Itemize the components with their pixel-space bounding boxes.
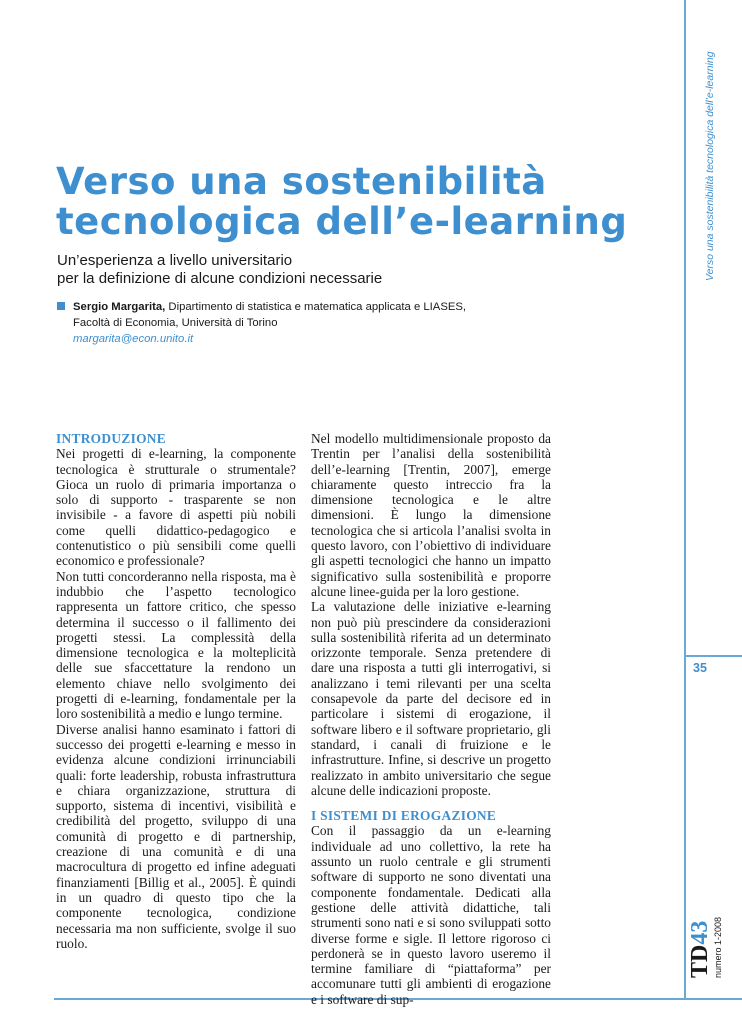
logo-td: TD [687, 944, 713, 978]
page-number: 35 [693, 661, 707, 675]
author-affiliation-line-2: Facoltà di Economia, Università di Torino [73, 317, 278, 329]
running-head: Verso una sostenibilità tecnologica dell’e-learning [704, 51, 716, 281]
author-name: Sergio Margarita, [73, 301, 166, 313]
paragraph: Nei progetti di e-learning, la componente tecnologica è strutturale o strumentale? Gioca un ruolo di primaria importanza o solo di supporto - trasparente se non invisibile - a favore di aspetti più nobili come quelli didattico-pedagogico e contenutistico o più sensibili come quelli economico e professionale? [56, 446, 296, 569]
issue-number: numero 1-2008 [713, 916, 723, 978]
logo-number: 43 [687, 920, 713, 945]
article-subtitle [57, 252, 657, 288]
page-number-rule [686, 655, 742, 657]
text-column-right [311, 431, 551, 1007]
square-bullet-icon [57, 302, 65, 310]
paragraph: Diverse analisi hanno esaminato i fattori di successo dei progetti e-learning e messo in evidenza alcune condizioni irrinunciabili quali: forte leadership, robusta infrastruttura e chiara organizzazione, struttura di supporto, sistema di incentivi, visibilità e credibilità del progetto, sviluppo di una comunità di progetto e di partnership, creazione di una comunità e di una macrocultura di progetto ed infine adeguati finanziamenti [Billig et al., 2005]. È quindi in un quadro di questo tipo che la componente tecnologica, condizione necessaria ma non sufficiente, svolge il suo ruolo. [56, 721, 296, 951]
article-title: Verso una sostenibilità tecnologica dell’e-learning [56, 160, 628, 243]
subtitle-line-2: per la definizione di alcune condizioni necessarie [57, 270, 383, 287]
paragraph: La valutazione delle iniziative e-learning non può più prescindere da considerazioni sulla sostenibilità riferita ad un determinato orizzonte temporale. Senza pretendere di dare una risposta a tutti gli interrogativi, si analizzano i temi rilevanti per una scelta consapevole da parte del decisore ed in particolare i sistemi di erogazione, il software libero e il software proprietario, gli standard, i canali di fruizione e le infrastrutture. Infine, si descrive un progetto realizzato in ambito universitario che segue alcune delle indicazioni proposte. [311, 599, 551, 798]
paragraph-continued: Nel modello multidimensionale proposto da Trentin per l’analisi della sostenibilità dell’e-learning [Trentin, 2007], emerge chiaramente questo intreccio fra la dimensione tecnologica e le altre dimensioni. È lungo la dimensione tecnologica che si articola l’analisi svolta in questo lavoro, con l’obiettivo di individuare gli aspetti tecnologici che hanno un impatto significativo sulla sostenibilità e proporre alcune linee-guida per la loro gestione. [311, 431, 551, 599]
subtitle-line-1: Un’esperienza a livello universitario [57, 252, 293, 269]
paragraph: Non tutti concorderanno nella risposta, ma è indubbio che l’aspetto tecnologico rappresenta un fattore critico, che spesso determina il successo o il fallimento dei progetti stessi. La complessità della dimensione tecnologica e la molteplicità delle sue sfaccettature la rendono un elemento chiave nello svolgimento dei progetti di e-learning, fondamentale per la loro sostenibilità a medio e lungo termine. [56, 568, 296, 722]
journal-logo [688, 896, 712, 978]
text-column-left [56, 431, 296, 951]
section-heading-sistemi: I SISTEMI DI EROGAZIONE [311, 808, 497, 824]
author-line [57, 299, 657, 315]
author-affiliation: Dipartimento di statistica e matematica applicata e LIASES, [165, 301, 467, 313]
section-heading-introduzione: INTRODUZIONE [56, 431, 166, 446]
paragraph: Con il passaggio da un e-learning individuale ad uno collettivo, la rete ha assunto un ruolo centrale e gli strumenti software di supporto ne sono diventati una componente fondamentale. Dedicati alla gestione delle attività didattiche, tali strumenti sono nati e si sono sviluppati sotto diverse forme e sigle. Il lettore rigoroso ci perdonerà se in questo lavoro useremo il termine familiare di “piattaforma” per accomunare tutti gli ambienti di erogazione e i software di sup- [311, 823, 551, 1007]
author-email[interactable]: margarita@econ.unito.it [73, 333, 194, 345]
side-rule [684, 0, 686, 1000]
author-block [57, 299, 657, 347]
